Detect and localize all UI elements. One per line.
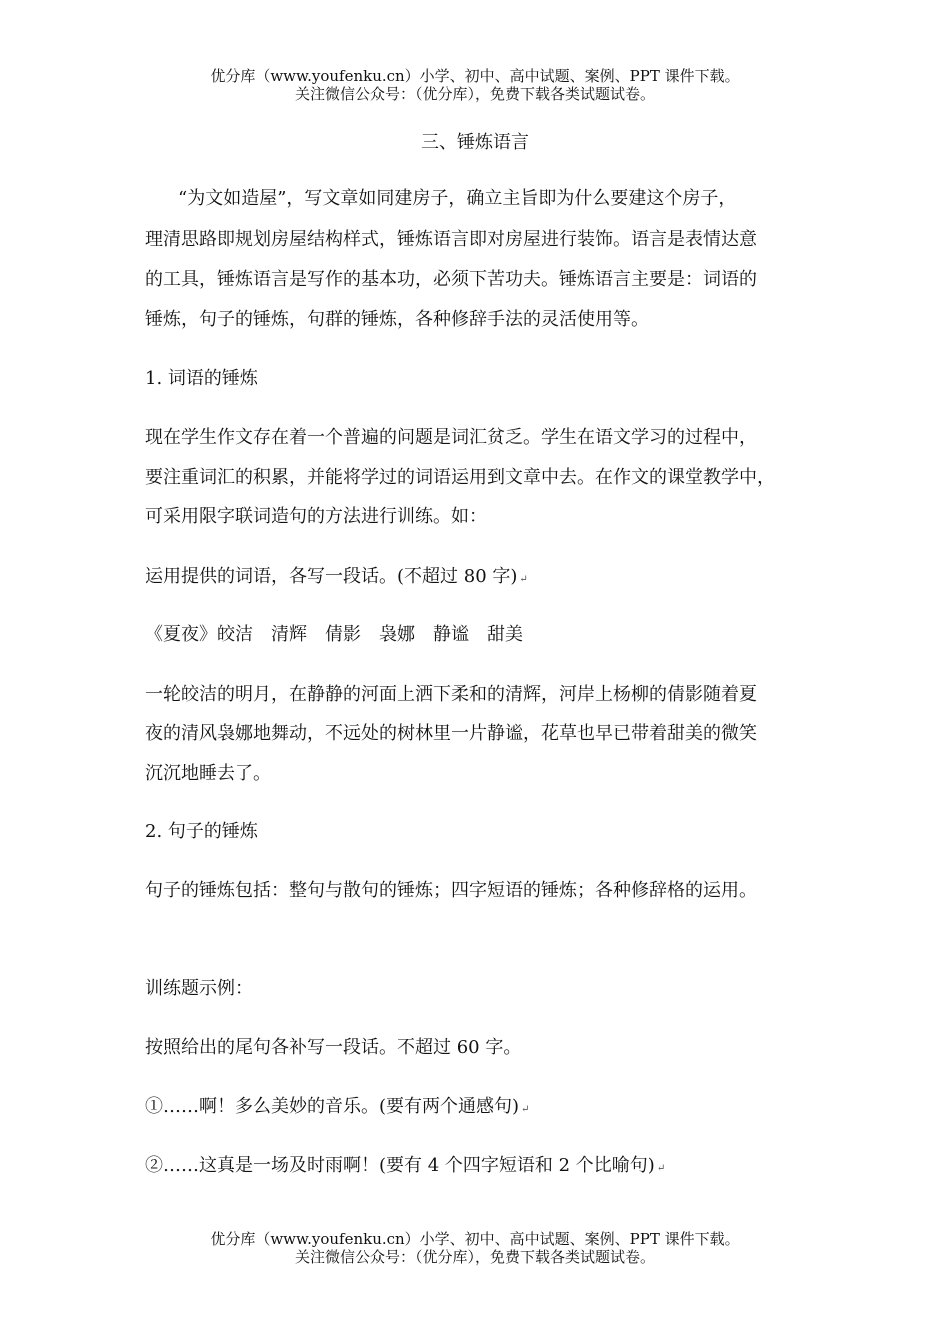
example-line-1: 一轮皎洁的明月，在静静的河面上洒下柔和的清辉，河岸上杨柳的倩影随着夏 bbox=[145, 684, 757, 705]
practice-item-1 bbox=[145, 1092, 529, 1118]
page-footer bbox=[0, 1230, 950, 1266]
return-mark: ↵ bbox=[519, 574, 528, 585]
return-mark: ↵ bbox=[521, 1104, 530, 1115]
example-line-2: 夜的清风袅娜地舞动，不远处的树林里一片静谧，花草也早已带着甜美的微笑 bbox=[145, 723, 757, 744]
section1-heading: 1. 词语的锤炼 bbox=[145, 368, 258, 389]
word-list: 《夏夜》皎洁 清辉 倩影 袅娜 静谧 甜美 bbox=[145, 624, 523, 645]
footer-line-1: 优分库（www.youfenku.cn）小学、初中、高中试题、案例、PPT 课件下载。 bbox=[210, 1230, 740, 1248]
practice-label: 训练题示例： bbox=[145, 978, 253, 999]
section1-task bbox=[145, 562, 528, 588]
section2-para: 句子的锤炼包括：整句与散句的锤炼；四字短语的锤炼；各种修辞格的运用。 bbox=[145, 880, 757, 901]
intro-line-4: 锤炼，句子的锤炼，句群的锤炼，各种修辞手法的灵活使用等。 bbox=[145, 309, 649, 330]
section1-para-line-2: 要注重词汇的积累，并能将学过的词语运用到文章中去。在作文的课堂教学中， bbox=[145, 467, 775, 488]
header-line-2: 关注微信公众号：（优分库），免费下载各类试题试卷。 bbox=[294, 85, 655, 103]
item-2-text: ②……这真是一场及时雨啊！(要有 4 个四字短语和 2 个比喻句) bbox=[145, 1155, 655, 1176]
intro-line-2: 理清思路即规划房屋结构样式，锤炼语言即对房屋进行装饰。语言是表情达意 bbox=[145, 229, 757, 250]
practice-instruction: 按照给出的尾句各补写一段话。不超过 60 字。 bbox=[145, 1037, 522, 1058]
item-1-text: ①……啊！多么美妙的音乐。(要有两个通感句) bbox=[145, 1096, 520, 1117]
section1-para-line-1: 现在学生作文存在着一个普遍的问题是词汇贫乏。学生在语文学习的过程中， bbox=[145, 427, 757, 448]
page-header bbox=[0, 67, 950, 103]
section2-heading: 2. 句子的锤炼 bbox=[145, 821, 258, 842]
practice-item-2 bbox=[145, 1151, 665, 1177]
task-text: 运用提供的词语，各写一段话。(不超过 80 字) bbox=[145, 566, 518, 587]
header-line-1: 优分库（www.youfenku.cn）小学、初中、高中试题、案例、PPT 课件下载。 bbox=[210, 67, 740, 85]
intro-line-1: “为文如造屋”，写文章如同建房子，确立主旨即为什么要建这个房子， bbox=[178, 188, 737, 209]
footer-line-2: 关注微信公众号：（优分库），免费下载各类试题试卷。 bbox=[294, 1248, 655, 1266]
intro-line-3: 的工具，锤炼语言是写作的基本功，必须下苦功夫。锤炼语言主要是：词语的 bbox=[145, 269, 757, 290]
section-title: 三、锤炼语言 bbox=[421, 132, 529, 153]
return-mark: ↵ bbox=[656, 1163, 666, 1174]
example-line-3: 沉沉地睡去了。 bbox=[145, 763, 271, 784]
section1-para-line-3: 可采用限字联词造句的方法进行训练。如： bbox=[145, 506, 487, 527]
